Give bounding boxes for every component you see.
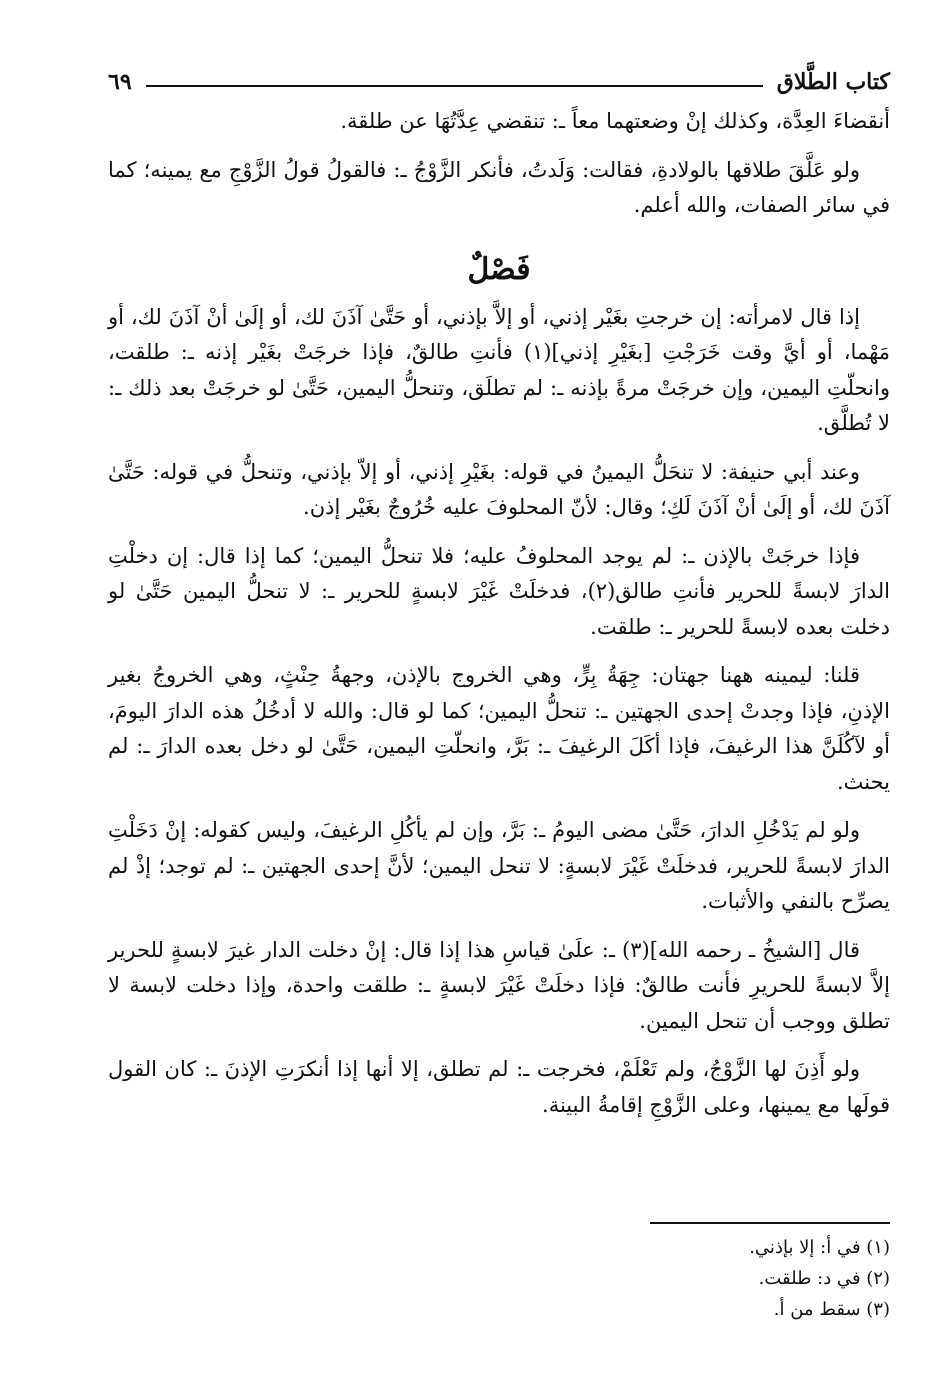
paragraph: ولو عَلَّقَ طلاقها بالولادةِ، فقالت: وَلَدتُ، فأنكر الزَّوْجُ ـ: فالقولُ قولُ الزَّوْجِ مع يمينه؛ كما في سائر الصفات، والله أعلم. bbox=[108, 157, 890, 217]
footnote: (٢) في د: طلقت. bbox=[758, 1268, 890, 1289]
paragraph: قلنا: ليمينه ههنا جهتان: جِهَةُ بِرٍّ، وهي الخروج بالإذن، وجهةُ حِنْثٍ، وهي الخروجُ بغير الإذنِ، فإذا وجدتْ إحدى الجهتين ـ: تنحلُّ اليمين؛ كما لو قال: والله لا أدخُلُ هذه الدارَ اليومَ، أو لآكُلَنَّ هذا الرغيفَ، فإذا أكَلَ الرغيفَ ـ: بَرَّ، وانحلّتِ اليمين، حَتَّىٰ لو دخل بعده الدارَ ـ: لم يحنث. bbox=[108, 663, 890, 794]
footnote: (٣) سقط من أ. bbox=[773, 1299, 890, 1320]
paragraph: أنقضاءَ العِدَّة، وكذلك إنْ وضعتهما معاً ـ: تنقضي عِدَّتُهَا عن طلقة. bbox=[340, 109, 890, 133]
paragraph: قال [الشيخُ ـ رحمه الله](٣) ـ: علَىٰ قياسِ هذا إذا قال: إنْ دخلت الدار غيرَ لابسةٍ للحرير إلاَّ لابسةً للحريرِ فأنت طالقٌ: فإذا دخلَتْ غَيْرَ لابسةٍ ـ: طلقت واحدة، وإذا دخلت لابسة لا تطلق ووجب أن تنحل اليمين. bbox=[108, 937, 890, 1033]
page-header bbox=[108, 62, 890, 102]
footnote: (١) في أ: إلا بإذني. bbox=[749, 1237, 890, 1258]
paragraph: فإذا خرجَتْ بالإذن ـ: لم يوجد المحلوفُ عليه؛ فلا تنحلُّ اليمين؛ كما إذا قال: إن دخلْتِ الدارَ لابسةً للحرير فأنتِ طالق(٢)، فدخلَتْ غَيْرَ لابسةٍ للحرير ـ: لا تنحلُّ اليمين حَتَّىٰ لو دخلت بعده لابسةً للحرير ـ: طلقت. bbox=[108, 543, 890, 639]
paragraph: ولو أَذِنَ لها الزَّوْجُ، ولم تَعْلَمْ، فخرجت ـ: لم تطلق، إلا أنها إذا أنكرَتِ الإذنَ ـ: كان القول قولَها مع يمينها، وعلى الزَّوْجِ إقامةُ البينة. bbox=[108, 1057, 890, 1117]
page-body bbox=[108, 104, 890, 1136]
book-title: كتاب الطَّلاق bbox=[776, 69, 890, 95]
paragraph: ولو لم يَدْخُلِ الدارَ، حَتَّىٰ مضى اليومُ ـ: بَرَّ، وإن لم يأكُلِ الرغيفَ، وليس كقوله: إنْ دَخَلْتِ الدارَ لابسةً للحرير، فدخلَتْ غَيْرَ لابسةٍ: لا تنحل اليمين؛ لأنَّ إحدى الجهتين ـ: لم توجد؛ إذْ لم يصرِّح بالنفي والأثبات. bbox=[108, 818, 890, 913]
footnotes bbox=[108, 1222, 890, 1325]
paragraph: وعند أبي حنيفة: لا تنحَلُّ اليمينُ في قوله: بغَيْرِ إذني، أو إلاّ بإذني، وتنحلُّ في قوله: حَتَّىٰ آذَنَ لك، أو إلَىٰ أنْ آذَنَ لَكِ؛ وقال: لأنّ المحلوفَ عليه خُرُوجٌ بغَيْر إذن. bbox=[108, 459, 890, 519]
footnote-rule bbox=[650, 1222, 890, 1224]
section-heading: فَصْلٌ bbox=[467, 251, 531, 287]
page-number: ٦٩ bbox=[108, 69, 132, 95]
paragraph: إذا قال لامرأته: إن خرجتِ بغَيْر إذني، أو إلاَّ بإذني، أو حَتَّىٰ آذَنَ لك، أو إلَىٰ أنْ آذَنَ لك، أو مَهْما، أو أيَّ وقت خَرَجْتِ [بغَيْرِ إذني](١) فأنتِ طالقٌ، فإذا خرجَتْ بغَيْر إذنه ـ: طلقت، وانحلّتِ اليمين، وإن خرجَتْ مرةً بإذنه ـ: لم تطلَق، وتنحلُّ اليمين، حَتَّىٰ لو خرجَتْ بعد ذلك ـ: لا تُطلَّق. bbox=[108, 304, 890, 435]
header-rule bbox=[146, 85, 763, 87]
